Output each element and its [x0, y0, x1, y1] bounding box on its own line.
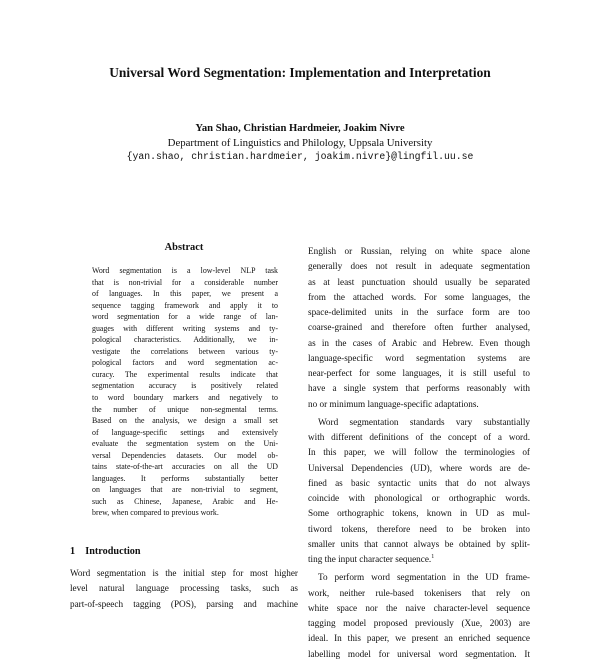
right-column — [308, 244, 530, 662]
abstract-line: word segmentation for a wide range of lan- — [92, 312, 278, 322]
abstract-line: pological factors and word segmentation ac- — [92, 358, 278, 368]
body-line: labelling model for universal word segmentation. It — [308, 648, 530, 659]
section-number: 1 — [70, 546, 76, 557]
body-line: near-perfect for some languages, it is still useful to — [308, 368, 530, 378]
body-line: white space nor the naive character-level sequence — [308, 602, 530, 613]
body-line: Universal Dependencies (UD), where words are de- — [308, 462, 530, 473]
body-line: Word segmentation standards vary substantially — [318, 416, 530, 427]
section-title: Introduction — [85, 546, 141, 557]
body-line: To perform word segmentation in the UD frame- — [318, 572, 530, 583]
abstract-line: Word segmentation is a low-level NLP task — [92, 266, 278, 275]
body-line: English or Russian, relying on white space alone — [308, 246, 530, 256]
body-line: have a single system that performs reasonably with — [308, 383, 530, 394]
abstract-line: that is non-trivial for a considerable number — [92, 277, 278, 287]
abstract-line: the number of unique non-segmental terms. — [92, 404, 278, 414]
abstract-line: of language-specific settings and extensively — [92, 427, 278, 437]
abstract-line: tains state-of-the-art accuracies on all the UD — [92, 462, 278, 472]
body-line: coarse-grained and therefore often further analysed, — [308, 322, 530, 333]
body-line: In this paper, we will follow the terminologies of — [308, 447, 530, 458]
body-line: ideal. In this paper, we present an enriched sequence — [308, 633, 530, 644]
body-line: part-of-speech tagging (POS), parsing and machine — [70, 598, 298, 609]
body-line: tagging model proposed previously (Xue, 2003) are — [308, 618, 530, 628]
paper-affiliation: Department of Linguistics and Philology, Uppsala University — [167, 137, 433, 149]
body-line: language-specific word segmentation systems are — [308, 352, 530, 363]
abstract-line: guages with different writing systems and ty- — [92, 323, 278, 333]
body-line: coincide with phonological or orthographic words. — [308, 493, 530, 503]
paper-title: Universal Word Segmentation: Implementation and Interpretation — [109, 65, 491, 80]
abstract-line: pological characteristics. Additionally, we in- — [92, 335, 278, 345]
abstract-line: of languages. In this paper, we present a — [92, 289, 278, 299]
abstract-line: segmentation accuracy is positively related — [92, 381, 278, 391]
abstract-line: versal Dependencies datasets. Our model ob- — [92, 450, 278, 460]
body-line: from the attached words. For some languages, the — [308, 291, 530, 302]
abstract-line: evaluate the segmentation system on the Uni- — [92, 439, 278, 449]
paper-emails: {yan.shao, christian.hardmeier, joakim.nivre}@lingfil.uu.se — [126, 151, 474, 162]
paper-authors: Yan Shao, Christian Hardmeier, Joakim Nivre — [195, 123, 405, 134]
abstract-body — [92, 265, 278, 519]
body-line-text: ting the input character sequence. — [308, 554, 432, 564]
abstract-line: curacy. The experimental results indicate that — [92, 369, 278, 379]
abstract-line: such as Chinese, Japanese, Arabic and He- — [92, 496, 278, 506]
body-line: no or minimum language-specific adaptations. — [308, 398, 479, 409]
body-line: work, neither rule-based tokenisers that rely on — [308, 587, 530, 598]
body-line: level natural language processing tasks, such as — [70, 583, 298, 594]
abstract-line: Based on the analysis, we design a small set — [92, 416, 278, 426]
body-line — [308, 552, 530, 567]
introduction-body — [70, 566, 298, 612]
body-line: fined as basic syntactic units that do not always — [308, 477, 530, 488]
body-line: generally does not result in adequate segmentation — [308, 261, 530, 272]
body-line: with different definitions of the concept of a word. — [308, 432, 530, 442]
body-line: Word segmentation is the initial step for most higher — [70, 568, 298, 578]
abstract-line: brew, when compared to previous work. — [92, 508, 219, 518]
body-line: as in the cases of Arabic and Hebrew. Even though — [308, 337, 530, 348]
abstract-line: on languages that are non-trivial to segment, — [92, 485, 278, 495]
body-line: tiword tokens, therefore need to be broken into — [308, 523, 530, 534]
body-line: Some orthographic tokens, known in UD as mul- — [308, 508, 530, 519]
abstract-line: to word boundary markers and negatively to — [92, 393, 278, 403]
body-line: smaller units that cannot always be obtained by split- — [308, 538, 530, 549]
abstract-line: languages. It performs substantially better — [92, 473, 278, 483]
section-heading-introduction — [70, 545, 298, 559]
abstract-line: sequence tagging framework and apply it to — [92, 300, 278, 310]
abstract-line: vestigate the correlations between various ty- — [92, 346, 278, 356]
footnote-mark: 1 — [431, 553, 435, 560]
body-line: space-delimited units in the surface form are too — [308, 307, 530, 317]
body-line: as at least punctuation should usually be separated — [308, 276, 530, 287]
abstract-heading: Abstract — [164, 242, 204, 253]
